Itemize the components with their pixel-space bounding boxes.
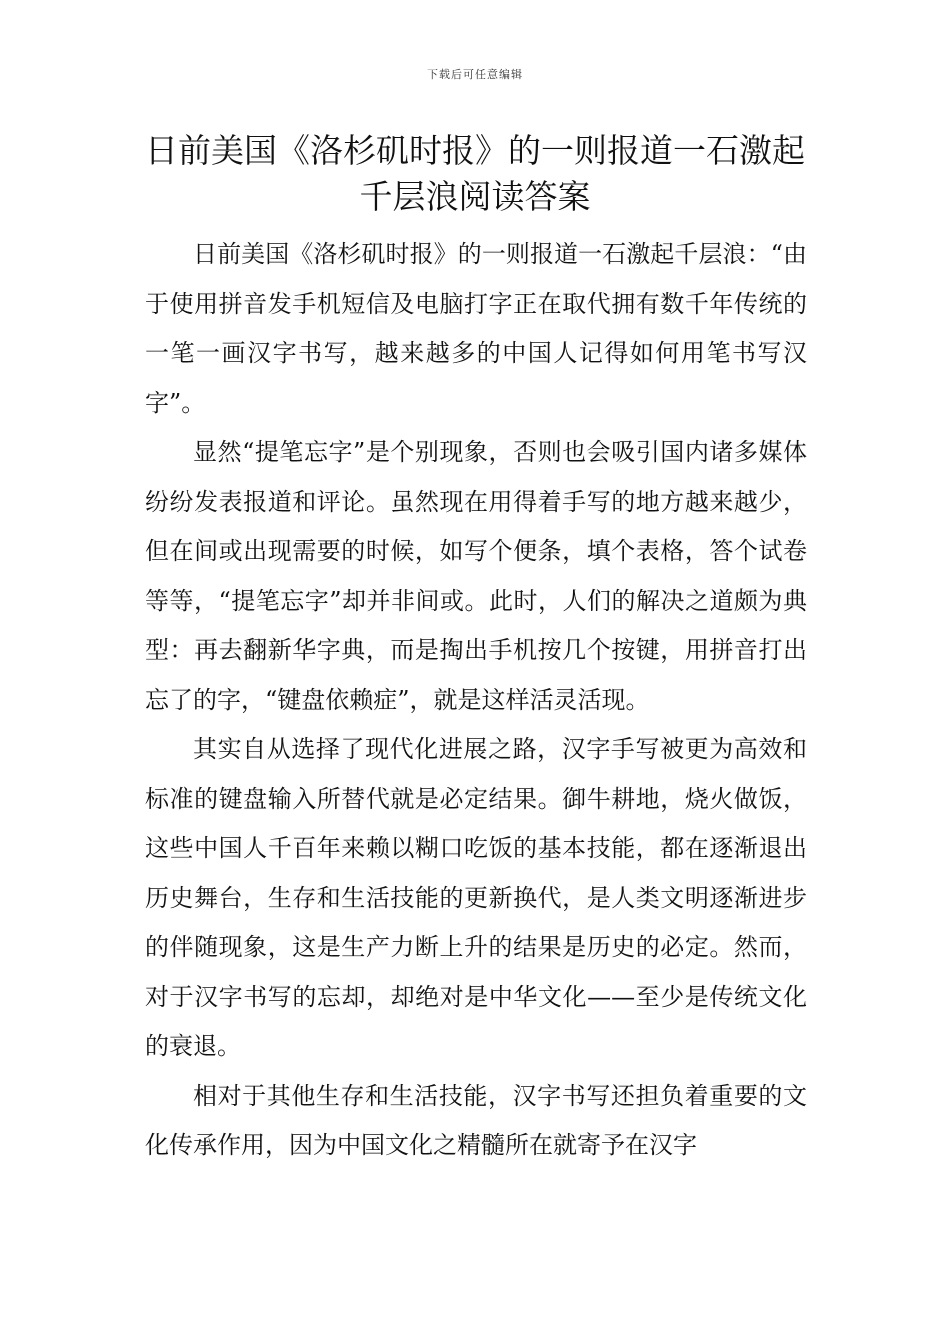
paragraph: 显然“提笔忘字”是个别现象，否则也会吸引国内诸多媒体纷纷发表报道和评论。虽然现在用得着手写的地方越来越少，但在间或出现需要的时候，如写个便条，填个表格，答个试卷等等，“提笔忘字”却并非间或。此时，人们的解决之道颇为典型：再去翻新华字典，而是掏出手机按几个按键，用拼音打出忘了的字，“键盘依赖症”，就是这样活灵活现。 [145,438,807,714]
header-note: 下载后可任意编辑 [427,68,523,81]
paragraph: 日前美国《洛杉矶时报》的一则报道一石激起千层浪：“由于使用拼音发手机短信及电脑打字正在取代拥有数千年传统的一笔一画汉字书写，越来越多的中国人记得如何用笔书写汉字”。 [145,240,807,417]
paragraph: 其实自从选择了现代化进展之路，汉字手写被更为高效和标准的键盘输入所替代就是必定结果。御牛耕地，烧火做饭，这些中国人千百年来赖以糊口吃饭的基本技能，都在逐渐退出历史舞台，生存和生活技能的更新换代，是人类文明逐渐进步的伴随现象，这是生产力断上升的结果是历史的必定。然而，对于汉字书写的忘却，却绝对是中华文化——至少是传统文化的衰退。 [145,735,807,1060]
document-body [145,230,807,1171]
paragraph: 相对于其他生存和生活技能，汉字书写还担负着重要的文化传承作用，因为中国文化之精髓所在就寄予在汉字 [145,1081,807,1159]
document-title: 日前美国《洛杉矶时报》的一则报道一石激起千层浪阅读答案 [145,131,805,216]
